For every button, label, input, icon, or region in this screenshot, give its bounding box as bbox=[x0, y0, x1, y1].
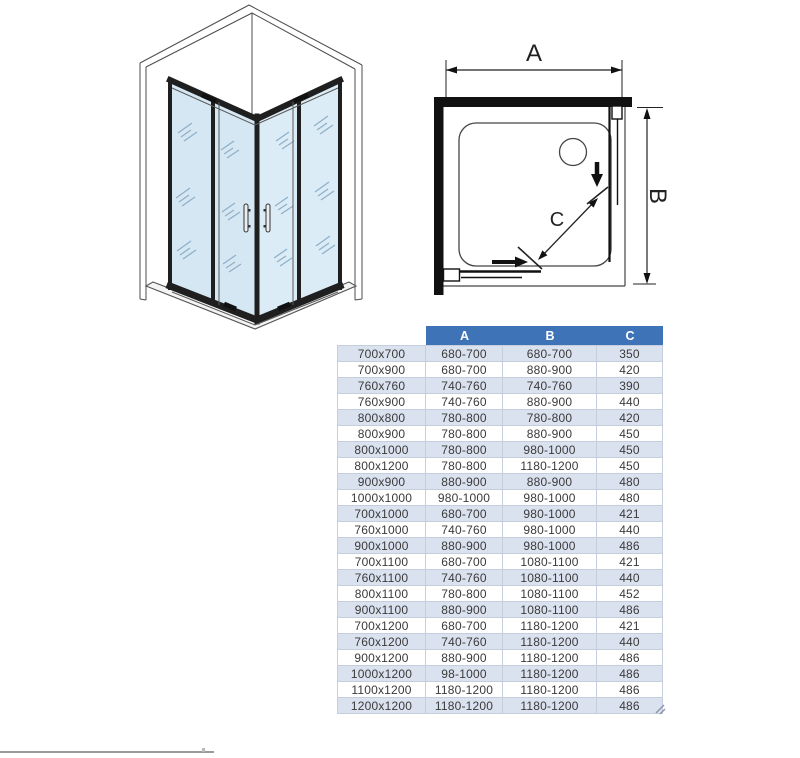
cell-a: 680-700 bbox=[426, 362, 503, 378]
cell-b: 1080-1100 bbox=[503, 554, 597, 570]
cell-size: 760x760 bbox=[337, 378, 426, 394]
page-edge-line bbox=[0, 751, 214, 753]
table-row bbox=[337, 362, 663, 378]
cell-c: 452 bbox=[597, 586, 663, 602]
table-row bbox=[337, 346, 663, 362]
cell-b: 1180-1200 bbox=[503, 618, 597, 634]
page-edge-tick bbox=[202, 748, 205, 752]
cell-size: 900x1200 bbox=[337, 650, 426, 666]
cell-b: 740-760 bbox=[503, 378, 597, 394]
cell-size: 760x900 bbox=[337, 394, 426, 410]
cell-a: 780-800 bbox=[426, 442, 503, 458]
table-row bbox=[337, 442, 663, 458]
table-row bbox=[337, 618, 663, 634]
table-row bbox=[337, 634, 663, 650]
cell-c: 350 bbox=[597, 346, 663, 362]
cell-c: 486 bbox=[597, 682, 663, 698]
cell-a: 980-1000 bbox=[426, 490, 503, 506]
cell-b: 1080-1100 bbox=[503, 602, 597, 618]
cell-a: 680-700 bbox=[426, 346, 503, 362]
cell-a: 740-760 bbox=[426, 394, 503, 410]
cell-size: 760x1000 bbox=[337, 522, 426, 538]
cell-a: 740-760 bbox=[426, 634, 503, 650]
cell-b: 980-1000 bbox=[503, 490, 597, 506]
cell-b: 880-900 bbox=[503, 362, 597, 378]
column-header-a: A bbox=[426, 326, 503, 345]
cell-c: 486 bbox=[597, 602, 663, 618]
cell-a: 740-760 bbox=[426, 522, 503, 538]
cell-size: 800x1100 bbox=[337, 586, 426, 602]
cell-c: 486 bbox=[597, 698, 663, 714]
cell-size: 760x1200 bbox=[337, 634, 426, 650]
table-row bbox=[337, 426, 663, 442]
cell-a: 780-800 bbox=[426, 458, 503, 474]
table-row bbox=[337, 698, 663, 714]
cell-a: 740-760 bbox=[426, 378, 503, 394]
cell-a: 780-800 bbox=[426, 410, 503, 426]
table-row bbox=[337, 474, 663, 490]
cell-b: 980-1000 bbox=[503, 522, 597, 538]
table-row bbox=[337, 538, 663, 554]
plan-walls bbox=[434, 97, 632, 295]
table-header-row bbox=[337, 326, 663, 345]
cell-size: 800x800 bbox=[337, 410, 426, 426]
cell-c: 421 bbox=[597, 554, 663, 570]
cell-size: 900x900 bbox=[337, 474, 426, 490]
cell-size: 1000x1000 bbox=[337, 490, 426, 506]
cell-size: 700x900 bbox=[337, 362, 426, 378]
cell-c: 480 bbox=[597, 490, 663, 506]
cell-size: 800x900 bbox=[337, 426, 426, 442]
table-row bbox=[337, 586, 663, 602]
cell-c: 440 bbox=[597, 570, 663, 586]
column-header-b: B bbox=[503, 326, 597, 345]
plan-tray bbox=[459, 123, 611, 266]
cell-b: 1180-1200 bbox=[503, 634, 597, 650]
cell-b: 980-1000 bbox=[503, 442, 597, 458]
cell-size: 700x700 bbox=[337, 346, 426, 362]
cell-a: 880-900 bbox=[426, 602, 503, 618]
isometric-enclosure-drawing bbox=[110, 0, 400, 345]
plan-glass-sides bbox=[444, 107, 626, 286]
cell-b: 1180-1200 bbox=[503, 698, 597, 714]
cell-c: 390 bbox=[597, 378, 663, 394]
table-row bbox=[337, 682, 663, 698]
cell-b: 680-700 bbox=[503, 346, 597, 362]
cell-b: 880-900 bbox=[503, 474, 597, 490]
cell-c: 450 bbox=[597, 426, 663, 442]
cell-a: 780-800 bbox=[426, 586, 503, 602]
cell-size: 1200x1200 bbox=[337, 698, 426, 714]
cell-size: 800x1000 bbox=[337, 442, 426, 458]
table-row bbox=[337, 602, 663, 618]
slide-direction-arrows bbox=[492, 162, 603, 268]
resize-handle-icon bbox=[654, 703, 666, 715]
cell-b: 1080-1100 bbox=[503, 570, 597, 586]
cell-c: 450 bbox=[597, 458, 663, 474]
cell-b: 1180-1200 bbox=[503, 682, 597, 698]
dim-a-label: A bbox=[525, 40, 543, 67]
cell-c: 420 bbox=[597, 362, 663, 378]
cell-size: 700x1200 bbox=[337, 618, 426, 634]
cell-size: 1000x1200 bbox=[337, 666, 426, 682]
cell-a: 880-900 bbox=[426, 538, 503, 554]
cell-a: 680-700 bbox=[426, 554, 503, 570]
cell-b: 980-1000 bbox=[503, 538, 597, 554]
drain-circle bbox=[560, 139, 587, 166]
size-dimensions-table bbox=[337, 326, 663, 714]
cell-c: 480 bbox=[597, 474, 663, 490]
table-row bbox=[337, 378, 663, 394]
cell-c: 440 bbox=[597, 394, 663, 410]
cell-a: 98-1000 bbox=[426, 666, 503, 682]
cell-b: 880-900 bbox=[503, 394, 597, 410]
table-row bbox=[337, 490, 663, 506]
cell-size: 900x1100 bbox=[337, 602, 426, 618]
cell-size: 700x1100 bbox=[337, 554, 426, 570]
cell-b: 1180-1200 bbox=[503, 650, 597, 666]
cell-a: 680-700 bbox=[426, 618, 503, 634]
cell-a: 740-760 bbox=[426, 570, 503, 586]
dim-b-label: B bbox=[644, 187, 671, 205]
cell-a: 1180-1200 bbox=[426, 682, 503, 698]
cell-a: 780-800 bbox=[426, 426, 503, 442]
cell-size: 1100x1200 bbox=[337, 682, 426, 698]
cell-c: 440 bbox=[597, 522, 663, 538]
cell-a: 1180-1200 bbox=[426, 698, 503, 714]
table-row bbox=[337, 666, 663, 682]
cell-b: 1080-1100 bbox=[503, 586, 597, 602]
cell-size: 800x1200 bbox=[337, 458, 426, 474]
cell-c: 421 bbox=[597, 618, 663, 634]
cell-b: 880-900 bbox=[503, 426, 597, 442]
column-header-c: C bbox=[597, 326, 663, 345]
cell-c: 440 bbox=[597, 634, 663, 650]
cell-a: 880-900 bbox=[426, 650, 503, 666]
table-row bbox=[337, 570, 663, 586]
cell-size: 900x1000 bbox=[337, 538, 426, 554]
cell-b: 1180-1200 bbox=[503, 666, 597, 682]
dim-c-label: C bbox=[549, 209, 565, 231]
cell-c: 486 bbox=[597, 538, 663, 554]
table-row bbox=[337, 394, 663, 410]
cell-c: 421 bbox=[597, 506, 663, 522]
cell-a: 880-900 bbox=[426, 474, 503, 490]
bottom-door-plan bbox=[444, 269, 542, 281]
cell-c: 450 bbox=[597, 442, 663, 458]
header-spacer bbox=[337, 326, 426, 345]
table-row bbox=[337, 522, 663, 538]
table-row bbox=[337, 650, 663, 666]
cell-b: 780-800 bbox=[503, 410, 597, 426]
table-row bbox=[337, 554, 663, 570]
table-row bbox=[337, 458, 663, 474]
cell-c: 486 bbox=[597, 666, 663, 682]
cell-size: 700x1000 bbox=[337, 506, 426, 522]
plan-view-diagram bbox=[420, 30, 675, 305]
cell-c: 420 bbox=[597, 410, 663, 426]
cell-b: 1180-1200 bbox=[503, 458, 597, 474]
table-row bbox=[337, 410, 663, 426]
cell-size: 760x1100 bbox=[337, 570, 426, 586]
cell-c: 486 bbox=[597, 650, 663, 666]
cell-a: 680-700 bbox=[426, 506, 503, 522]
cell-b: 980-1000 bbox=[503, 506, 597, 522]
table-body bbox=[337, 345, 663, 714]
table-row bbox=[337, 506, 663, 522]
